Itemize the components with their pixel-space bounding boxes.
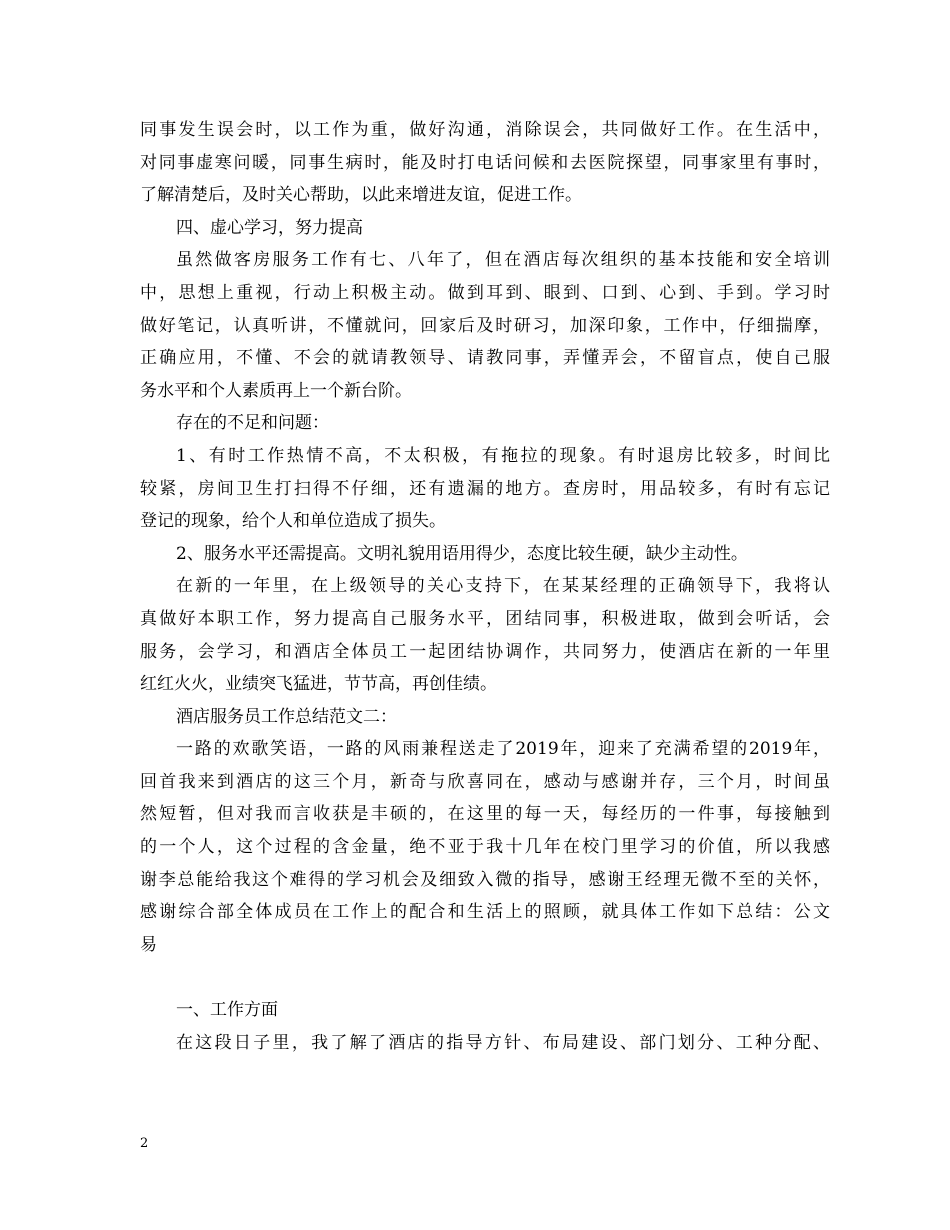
text-line: 真做好本职工作，努力提高自己服务水平，团结同事，积极进取，做到会听话，会 [140,608,830,629]
text-line: 服务，会学习，和酒店全体员工一起团结协调作，共同努力，使酒店在新的一年里 [140,641,830,662]
text-line: 虽然做客房服务工作有七、八年了，但在酒店每次组织的基本技能和安全培训 [176,250,830,271]
text-line: 的一个人，这个过程的含金量，绝不亚于我十几年在校门里学习的价值，所以我感 [140,837,830,858]
text-line: 然短暂，但对我而言收获是丰硕的，在这里的每一天，每经历的一件事，每接触到 [140,804,830,825]
document-body [140,114,830,1059]
text-line: 易 [140,934,157,955]
text-line: 在这段日子里，我了解了酒店的指导方针、布局建设、部门划分、工种分配、 [176,1032,830,1053]
text-line: 存在的不足和问题： [176,413,329,434]
text-line: 四、虚心学习，努力提高 [176,217,363,238]
text-line: 酒店服务员工作总结范文二： [176,706,397,727]
text-line: 同事发生误会时，以工作为重，做好沟通，消除误会，共同做好工作。在生活中， [140,120,830,140]
text-line: 谢李总能给我这个难得的学习机会及细致入微的指导，感谢王经理无微不至的关怀， [140,869,830,890]
page-number: 2 [140,1136,149,1151]
text-line: 感谢综合部全体成员在工作上的配合和生活上的照顾，就具体工作如下总结：公文 [140,902,830,923]
text-line: 务水平和个人素质再上一个新台阶。 [140,380,412,401]
text-line: 正确应用，不懂、不会的就请教领导、请教同事，弄懂弄会，不留盲点，使自己服 [140,348,830,369]
text-line: 登记的现象，给个人和单位造成了损失。 [140,511,446,532]
text-line [140,961,830,994]
text-line: 对同事虚寒问暖，同事生病时，能及时打电话问候和去医院探望，同事家里有事时， [140,152,830,173]
text-line: 红红火火，业绩突飞猛进，节节高，再创佳绩。 [140,674,497,695]
text-line: 一、工作方面 [176,1000,278,1021]
text-line: 做好笔记，认真听讲，不懂就问，回家后及时研习，加深印象，工作中，仔细揣摩， [140,315,830,336]
text-line: 在新的一年里，在上级领导的关心支持下，在某某经理的正确领导下，我将认 [176,576,830,597]
text-line: 中，思想上重视，行动上积极主动。做到耳到、眼到、口到、心到、手到。学习时 [140,282,830,303]
text-line: 1、有时工作热情不高，不太积极，有拖拉的现象。有时退房比较多，时间比 [176,445,830,466]
text-line: 回首我来到酒店的这三个月，新奇与欣喜同在，感动与感谢并存，三个月，时间虽 [140,771,830,792]
text-line: 了解清楚后，及时关心帮助，以此来增进友谊，促进工作。 [140,185,582,206]
text-line: 较紧，房间卫生打扫得不仔细，还有遗漏的地方。查房时，用品较多，有时有忘记 [140,478,830,499]
text-line: 2、服务水平还需提高。文明礼貌用语用得少，态度比较生硬，缺少主动性。 [176,543,748,564]
text-line: 一路的欢歌笑语，一路的风雨兼程送走了2019年，迎来了充满希望的2019年， [176,739,830,760]
